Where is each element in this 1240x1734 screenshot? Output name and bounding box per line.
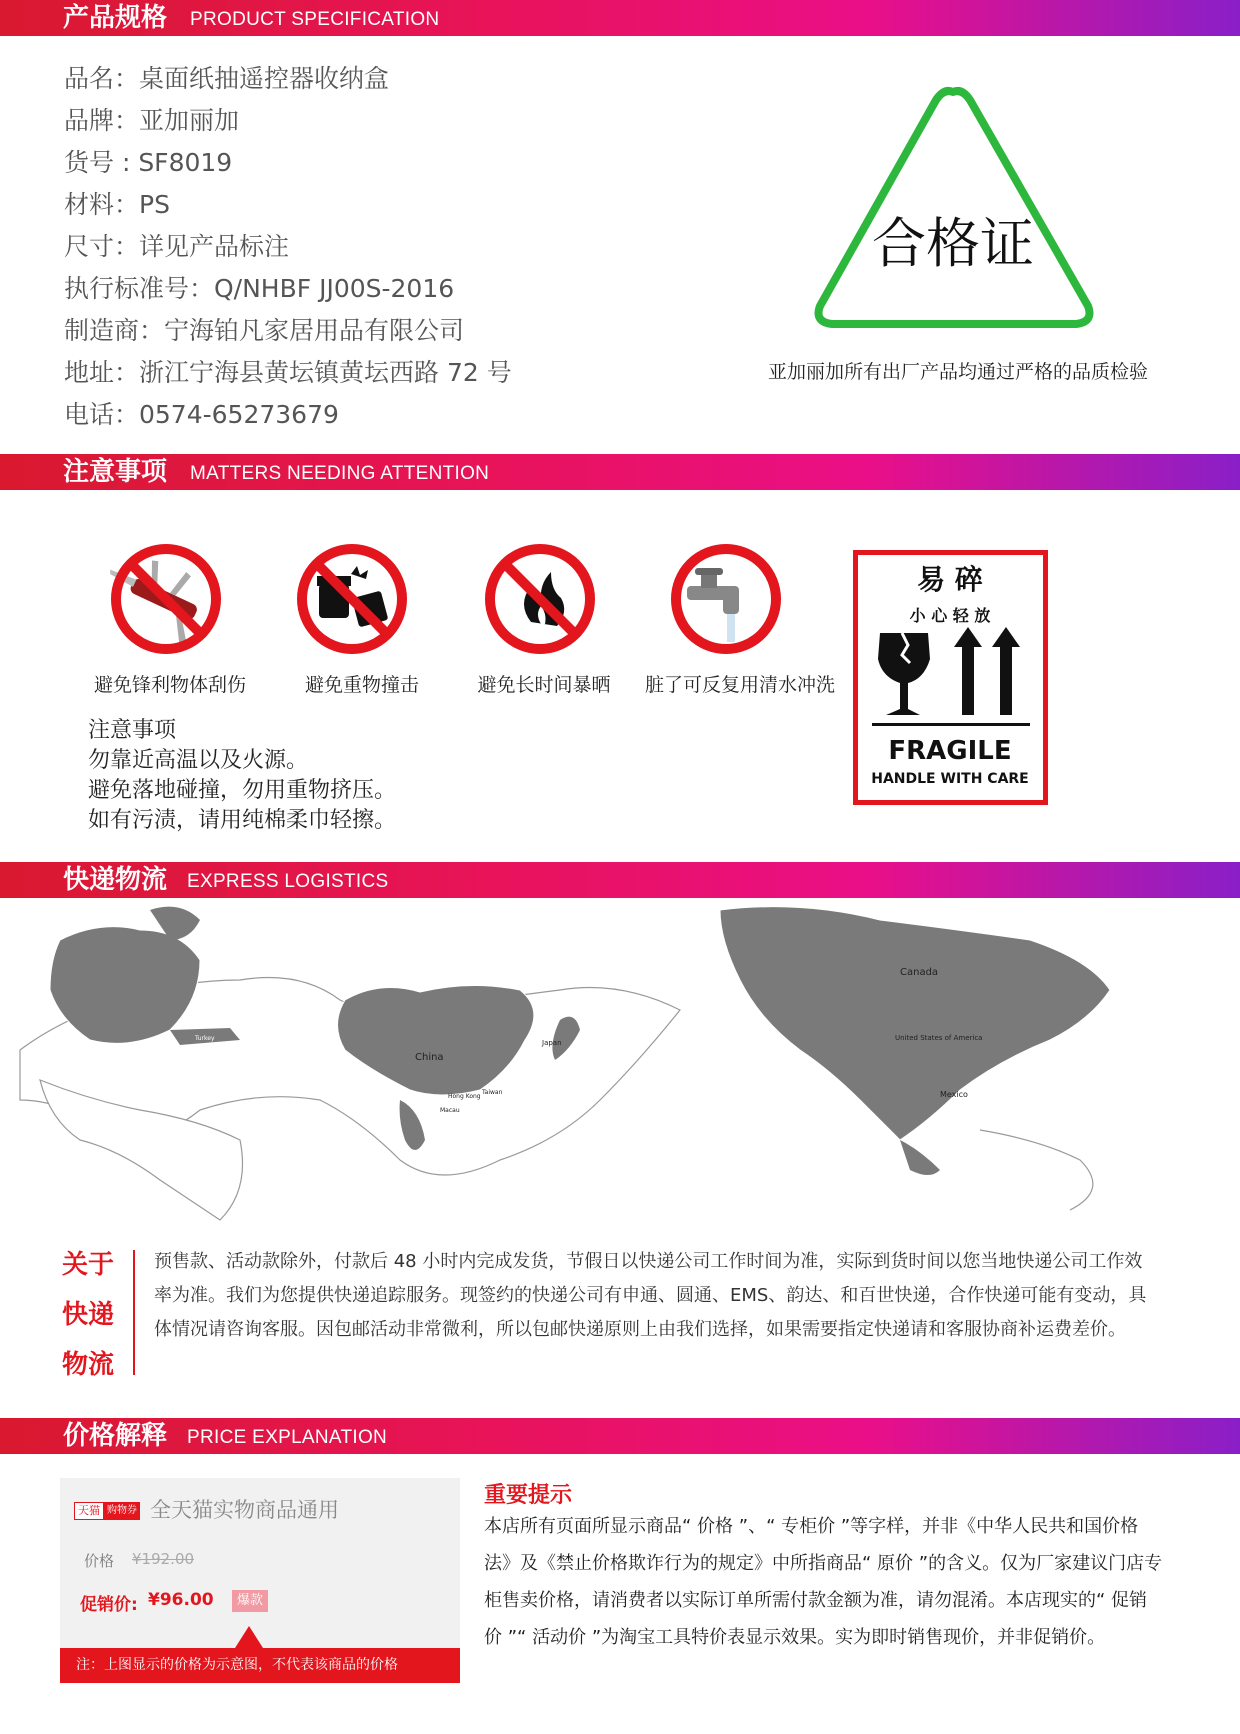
attention-notes xyxy=(88,716,396,836)
certificate-caption: 亚加丽加所有出厂产品均通过严格的品质检验 xyxy=(767,361,1148,383)
spec-row-brand: 品牌：亚加丽加 xyxy=(64,106,240,135)
map-label-china: China xyxy=(415,1052,444,1063)
logistics-text: 预售款、活动款除外，付款后 48 小时内完成发货，节假日以快递公司工作时间为准，实际到货时间以您当地快递公司工作效率为准。我们为您提供快递追踪服务。现签约的快递公司有申通、圆通、EMS、韵达、和百世快递，合作快递可能有变动，具体情况请咨询客服。因包邮活动非常微利，所以包邮快递原则上由我们选择，如果需要指定快递请和客服协商补运费差价。 xyxy=(154,1251,1147,1340)
section-banner-logistics xyxy=(0,862,1240,898)
map-label-turkey: Turkey xyxy=(195,1035,215,1042)
section-banner-attention xyxy=(0,454,1240,490)
tip-text: 本店所有页面所显示商品“ 价格 ”、“ 专柜价 ”等字样，并非《中华人民共和国价格法》及《禁止价格欺诈行为的规定》中所指商品“ 原价 ”的含义。仅为厂家建议门店专柜售卖价格，请消费者以实际订单所需付款金额为准，请勿混淆。本店现实的“ 促销价 ”“ 活动价 ”为淘宝工具特价表显示效果。实为即时销售现价，并非促销价。 xyxy=(484,1516,1163,1648)
price-card-title: 全天猫实物商品通用 xyxy=(150,1498,339,1522)
spec-row-material: 材料：PS xyxy=(64,190,170,219)
attention-item-impact xyxy=(262,540,442,670)
section-title-en: EXPRESS LOGISTICS xyxy=(187,871,389,892)
section-title-zh: 快递物流 xyxy=(63,865,168,895)
tip-title: 重要提示 xyxy=(484,1483,573,1508)
spec-row-name: 品名：桌面纸抽遥控器收纳盒 xyxy=(64,64,390,93)
spec-row-size: 尺寸：详见产品标注 xyxy=(64,232,290,261)
section-title-en: PRODUCT SPECIFICATION xyxy=(190,9,440,30)
spec-row-phone: 电话：0574-65273679 xyxy=(64,400,339,429)
tmall-badge: 天猫 xyxy=(74,1502,104,1520)
map-label-mexico: Mexico xyxy=(940,1090,968,1099)
promo-price-label: 促销价: xyxy=(80,1595,138,1615)
logistics-title-line: 物流 xyxy=(62,1350,115,1380)
hot-badge: 爆款 xyxy=(232,1590,268,1612)
section-title-zh: 价格解释 xyxy=(63,1421,168,1451)
section-title-zh: 产品规格 xyxy=(63,3,168,33)
water-rinse-icon xyxy=(667,540,785,658)
map-label-usa: United States of America xyxy=(895,1034,983,1042)
attention-item-sharp xyxy=(76,540,256,670)
section-banner-price xyxy=(0,1418,1240,1454)
fragile-en-sub: HANDLE WITH CARE xyxy=(871,771,1029,787)
logistics-divider xyxy=(133,1250,135,1375)
world-map xyxy=(0,900,1240,1230)
logistics-title xyxy=(62,1240,132,1390)
spec-row-standard: 执行标准号：Q/NHBF JJ00S-2016 xyxy=(64,274,455,303)
fragile-icon xyxy=(858,555,1043,800)
notes-line: 避免落地碰撞，勿用重物挤压。 xyxy=(88,778,397,803)
note-pointer xyxy=(235,1626,263,1648)
spec-row-sku: 货号 : SF8019 xyxy=(64,148,233,177)
section-title-zh: 注意事项 xyxy=(63,457,168,487)
price-original: ¥192.00 xyxy=(132,1550,195,1568)
spec-row-manufacturer: 制造商：宁海铂凡家居用品有限公司 xyxy=(64,316,465,345)
section-title-en: MATTERS NEEDING ATTENTION xyxy=(190,463,490,484)
attention-label-sharp: 避免锋利物体刮伤 xyxy=(93,674,246,696)
price-label: 价格 xyxy=(84,1552,115,1570)
attention-item-rinse xyxy=(636,540,816,670)
price-example-card xyxy=(60,1478,460,1683)
spec-list xyxy=(64,58,764,436)
map-label-taiwan: Taiwan xyxy=(482,1089,503,1096)
spec-row-address: 地址：浙江宁海县黄坛镇黄坛西路 72 号 xyxy=(64,358,512,387)
section-title-en: PRICE EXPLANATION xyxy=(187,1427,388,1448)
section-banner-spec xyxy=(0,0,1240,36)
coupon-badge: 购物券 xyxy=(104,1502,140,1520)
attention-label-rinse: 脏了可反复用清水冲洗 xyxy=(644,674,835,696)
fragile-label xyxy=(853,550,1048,805)
no-sharp-objects-icon xyxy=(107,540,225,658)
logistics-title-line: 快递 xyxy=(62,1300,115,1330)
notes-line: 勿靠近高温以及火源。 xyxy=(88,748,309,773)
fragile-zh-sub: 小 心 轻 放 xyxy=(909,606,991,625)
logistics-title-line: 关于 xyxy=(62,1250,115,1280)
certificate-triangle-icon xyxy=(810,84,1096,338)
attention-item-sun xyxy=(450,540,630,670)
notes-title: 注意事项 xyxy=(88,718,177,743)
no-heavy-impact-icon xyxy=(293,540,411,658)
no-sun-exposure-icon xyxy=(481,540,599,658)
fragile-en: FRAGILE xyxy=(888,736,1012,766)
price-card-note: 注：上图显示的价格为示意图，不代表该商品的价格 xyxy=(60,1648,460,1683)
map-label-macau: Macau xyxy=(440,1107,460,1114)
map-label-japan: Japan xyxy=(542,1039,562,1047)
notes-line: 如有污渍，请用纯棉柔巾轻擦。 xyxy=(88,808,397,833)
attention-label-sun: 避免长时间暴晒 xyxy=(477,674,611,696)
map-label-canada: Canada xyxy=(900,967,939,978)
fragile-zh: 易 碎 xyxy=(917,563,983,596)
promo-price-value: ¥96.00 xyxy=(148,1590,214,1610)
certificate-text: 合格证 xyxy=(872,212,1034,275)
map-label-hongkong: Hong Kong xyxy=(448,1093,481,1100)
attention-label-impact: 避免重物撞击 xyxy=(304,674,419,696)
